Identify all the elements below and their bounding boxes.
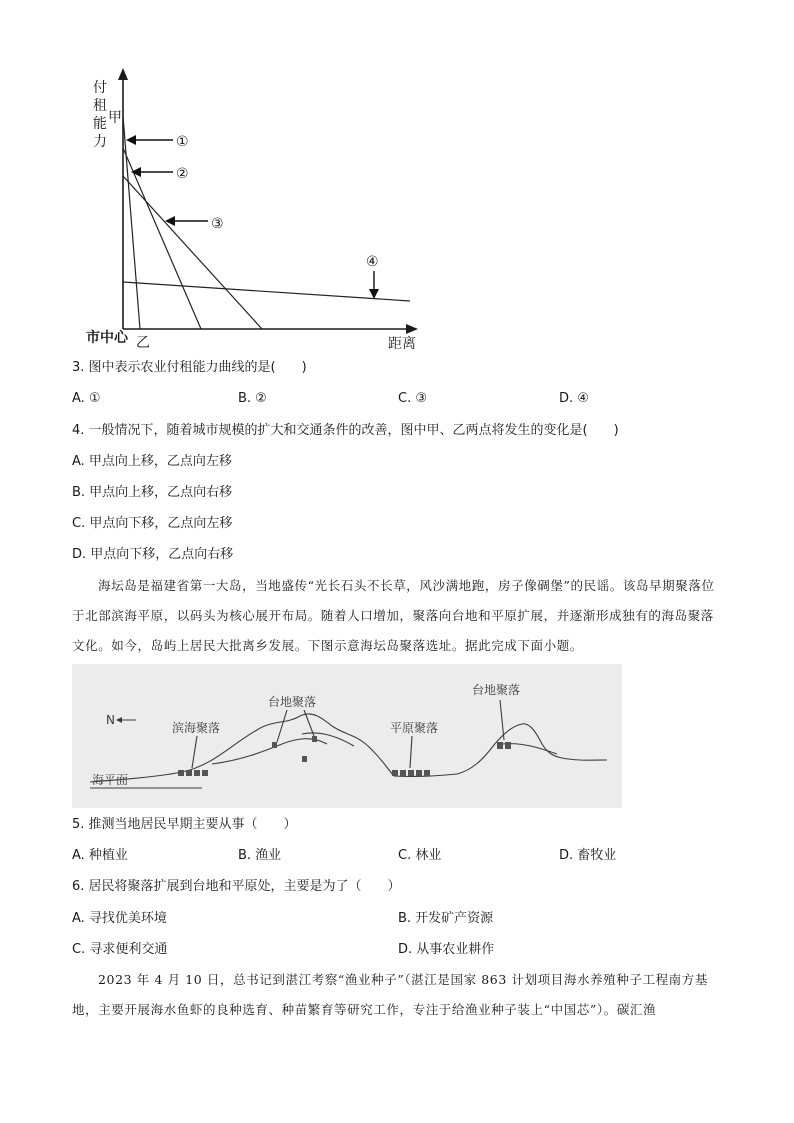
q6-option-d[interactable]: D. 从事农业耕作 (398, 942, 495, 957)
y-axis-label-4: 力 (93, 134, 107, 150)
point-yi-label: 乙 (136, 335, 150, 351)
reading-passage-2 (72, 965, 722, 1025)
question-3-options (72, 390, 732, 408)
q6-option-c[interactable]: C. 寻求便利交通 (72, 942, 168, 957)
curve-2-label: ② (176, 166, 189, 182)
q5-option-a[interactable]: A. 种植业 (72, 848, 128, 863)
plain-settlement-icon (392, 770, 430, 776)
x-axis-label: 距离 (388, 336, 416, 352)
curve-2 (123, 148, 201, 329)
q3-option-a[interactable]: A. ① (72, 391, 101, 406)
x-axis-arrow (406, 324, 418, 334)
passage-2-text: 2023 年 4 月 10 日，总书记到湛江考察“渔业种子”（湛江是国家 863 计划项目海水养殖种子工程南方基地，主要开展海水鱼虾的良种选育、种苗繁育等研究工作，专注于给渔业种子装上“中国芯”）。碳汇渔 (72, 972, 708, 1017)
question-6-options-row-1 (72, 910, 732, 928)
q4-option-a[interactable]: A. 甲点向上移，乙点向左移 (72, 454, 232, 469)
point-jia-label: 甲 (108, 110, 122, 126)
y-axis-label-2: 租 (93, 98, 107, 114)
curve-1 (123, 116, 140, 329)
question-4-stem: 4. 一般情况下，随着城市规模的扩大和交通条件的改善，图中甲、乙两点将发生的变化是( ) (72, 423, 619, 438)
curve-3-label: ③ (211, 216, 224, 232)
y-axis-arrow (118, 68, 128, 80)
question-3-stem: 3. 图中表示农业付租能力曲线的是( ) (72, 360, 307, 375)
plain-settlement-label: 平原聚落 (390, 721, 439, 735)
q4-option-c[interactable]: C. 甲点向下移，乙点向左移 (72, 516, 233, 531)
y-axis-label-1: 付 (93, 80, 107, 96)
q3-option-d[interactable]: D. ④ (559, 391, 589, 406)
q4-option-d[interactable]: D. 甲点向下移，乙点向右移 (72, 547, 234, 562)
question-5-options (72, 847, 732, 865)
terrace-settlement-label-2: 台地聚落 (472, 683, 521, 697)
q5-option-d[interactable]: D. 畜牧业 (559, 848, 617, 863)
curve-3 (123, 176, 262, 329)
question-6-options-row-2 (72, 941, 732, 959)
question-5-stem: 5. 推测当地居民早期主要从事（ ） (72, 817, 297, 832)
figure-background (72, 664, 622, 808)
reading-passage-1 (72, 571, 722, 661)
q3-option-b[interactable]: B. ② (238, 391, 267, 406)
q6-option-a[interactable]: A. 寻找优美环境 (72, 911, 167, 926)
curve-1-label: ① (176, 134, 189, 150)
q4-option-b[interactable]: B. 甲点向上移，乙点向右移 (72, 485, 233, 500)
terrace-settlement-label-1: 台地聚落 (268, 695, 317, 709)
curve-4 (123, 282, 410, 301)
passage-1-text: 海坛岛是福建省第一大岛，当地盛传“光长石头不长草，风沙满地跑，房子像碉堡”的民谣。该岛早期聚落位于北部滨海平原，以码头为核心展开布局。随着人口增加，聚落向台地和平原扩展，并逐渐形成独有的海岛聚落文化。如今，岛屿上居民大批离乡发展。下图示意海坛岛聚落选址。据此完成下面小题。 (72, 578, 715, 653)
q5-option-b[interactable]: B. 渔业 (238, 848, 282, 863)
question-6-stem: 6. 居民将聚落扩展到台地和平原处，主要是为了（ ） (72, 879, 401, 894)
q3-option-c[interactable]: C. ③ (398, 391, 427, 406)
coastal-settlement-label: 滨海聚落 (172, 721, 221, 735)
bid-rent-chart (78, 64, 428, 354)
y-axis-label-3: 能 (93, 116, 107, 132)
curve-2-arrowhead (131, 167, 141, 177)
curve-1-arrowhead (126, 135, 136, 145)
north-label: N (106, 713, 115, 727)
q6-option-b[interactable]: B. 开发矿产资源 (398, 911, 494, 926)
origin-label: 市中心 (86, 330, 128, 346)
sea-level-label: 海平面 (92, 773, 129, 787)
curve-4-arrowhead (369, 289, 379, 299)
curve-4-label: ④ (366, 254, 379, 270)
q5-option-c[interactable]: C. 林业 (398, 848, 442, 863)
settlement-site-figure (72, 664, 622, 808)
